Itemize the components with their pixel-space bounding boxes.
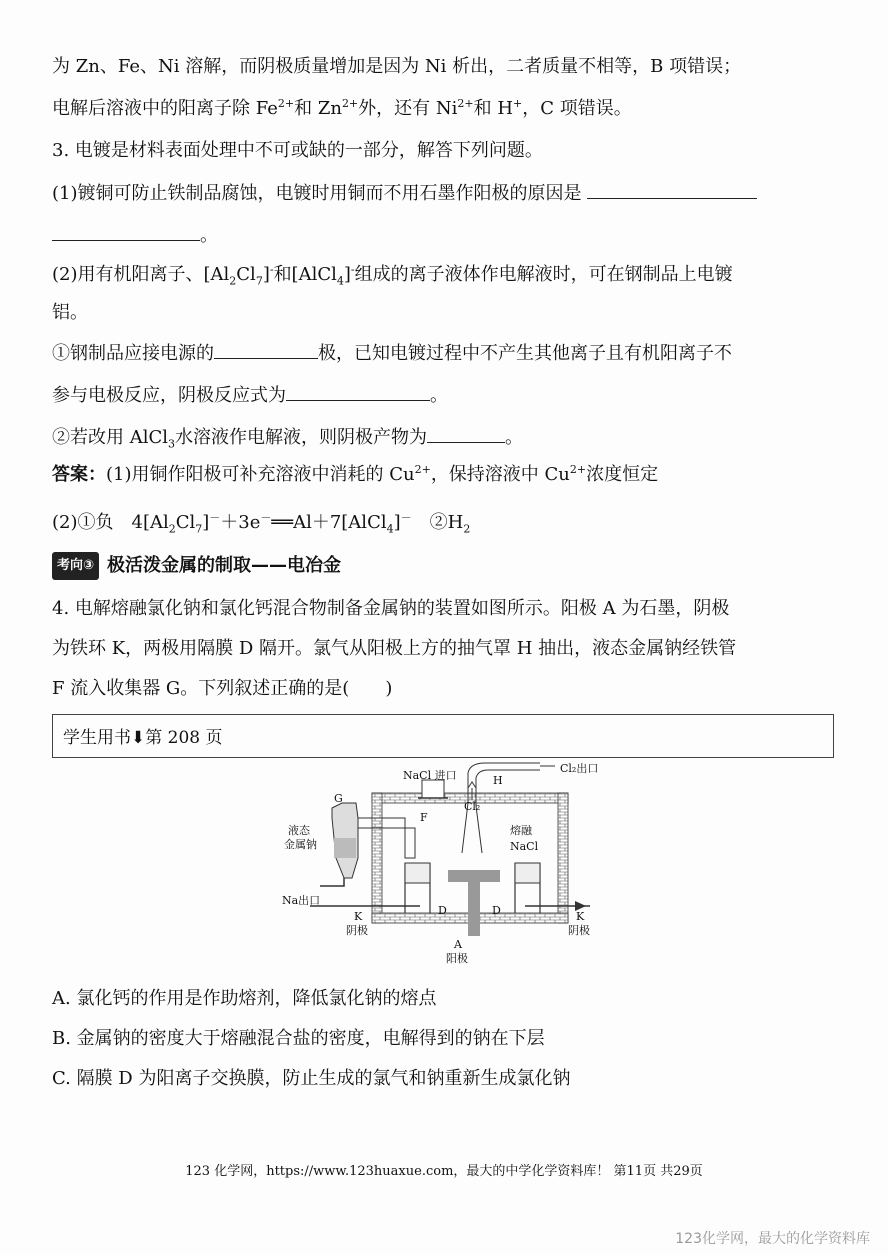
label-molten-2: NaCl <box>510 840 539 853</box>
answer-blank[interactable] <box>52 222 200 241</box>
label-cathode-right: 阴极 <box>568 924 590 937</box>
question-4-line-1: 4. 电解熔融氯化钠和氯化钙混合物制备金属钠的装置如图所示。阳极 A 为石墨，阴极 <box>52 598 730 619</box>
answer-blank[interactable] <box>286 382 430 401</box>
option-b[interactable]: B. 金属钠的密度大于熔融混合盐的密度，电解得到的钠在下层 <box>52 1028 545 1049</box>
explanation-line-1: 为 Zn、Fe、Ni 溶解，而阴极质量增加是因为 Ni 析出，二者质量不相等，B 项错误； <box>52 56 742 77</box>
question-3-sub-1: ①钢制品应接电源的 极，已知电镀过程中不产生其他离子且有机阳离子不 <box>52 340 848 367</box>
label-cl2-outlet: Cl₂出口 <box>560 762 599 775</box>
label-na-outlet: Na出口 <box>282 894 321 907</box>
answer-part-2: (2)①负 $4[Al_2Cl_7]^-+3e^-══Al+7[AlCl_4]^-$ $②H_2$ <box>52 511 471 536</box>
question-4-line-2: 为铁环 K，两极用隔膜 D 隔开。氯气从阳极上方的抽气罩 H 抽出，液态金属钠经铁管 <box>52 638 737 659</box>
answer-blank[interactable] <box>587 180 757 199</box>
label-liquid-sodium-1: 液态 <box>288 824 310 837</box>
section-tag: 考向③ <box>52 552 99 580</box>
nacl-inlet <box>418 780 448 798</box>
answer-part-1: 答案：(1)用铜作阳极可补充溶液中消耗的 $Cu^{2+}$，保持溶液中 $Cu^{2+}$浓度恒定 <box>52 463 659 485</box>
electrolysis-apparatus-diagram <box>270 758 610 970</box>
label-nacl-inlet: NaCl 进口 <box>403 769 457 782</box>
question-3-sub-2: ②若改用 AlCl$_3$水溶液作电解液，则阴极产物为 。 <box>52 424 848 451</box>
collector-g <box>320 803 415 886</box>
label-f: F <box>420 811 428 824</box>
label-liquid-sodium-2: 金属钠 <box>284 838 317 851</box>
option-a[interactable]: A. 氯化钙的作用是作助熔剂，降低氯化钠的熔点 <box>52 988 437 1009</box>
question-3-part-1: (1)镀铜可防止铁制品腐蚀，电镀时用铜而不用石墨作阳极的原因是 <box>52 180 848 207</box>
anode-a <box>448 870 500 936</box>
label-anode: 阳极 <box>446 952 468 965</box>
label-k-left: K <box>354 910 363 923</box>
label-a: A <box>454 938 462 951</box>
label-g: G <box>334 792 343 805</box>
watermark: 123化学网，最大的化学资料库 <box>675 1231 870 1247</box>
explanation-line-2: 电解后溶液中的阳离子除 $Fe^{2+}$和 $Zn^{2+}$外，还有 $Ni^{2+}$和 H+，C 项错误。 <box>52 97 632 119</box>
question-3-part-1-cont: 。 <box>52 222 848 249</box>
question-3-part-2-cont: 铝。 <box>52 302 88 323</box>
cathode-k <box>310 901 590 911</box>
page-footer: 123 化学网，https://www.123huaxue.com，最大的中学化学资料库！ 第11页 共29页 <box>185 1164 703 1179</box>
label-cathode-left: 阴极 <box>346 924 368 937</box>
label-k-right: K <box>576 910 585 923</box>
label-d-left: D <box>438 904 447 917</box>
option-c[interactable]: C. 隔膜 D 为阳离子交换膜，防止生成的氯气和钠重新生成氯化钠 <box>52 1068 571 1089</box>
label-d-right: D <box>492 904 501 917</box>
question-4-line-3: F 流入收集器 G。下列叙述正确的是( ) <box>52 678 393 699</box>
question-3-stem: 3. 电镀是材料表面处理中不可或缺的一部分，解答下列问题。 <box>52 140 543 161</box>
section-heading: 考向③ 极活泼金属的制取——电冶金 <box>52 552 848 580</box>
label-h: H <box>493 774 503 787</box>
student-book-reference: 学生用书⬇第 208 页 <box>52 714 834 758</box>
question-3-part-2: (2)用有机阳离子、$[Al_2Cl_7]^-$和[AlCl$_4$]-组成的离子液体作电解液时，可在钢制品上电镀 <box>52 263 733 288</box>
question-3-sub-1-cont: 参与电极反应，阴极反应式为 。 <box>52 382 848 409</box>
answer-blank[interactable] <box>214 340 318 359</box>
label-cl2: Cl₂ <box>464 800 481 813</box>
label-molten-1: 熔融 <box>510 824 532 837</box>
answer-blank[interactable] <box>427 424 505 443</box>
